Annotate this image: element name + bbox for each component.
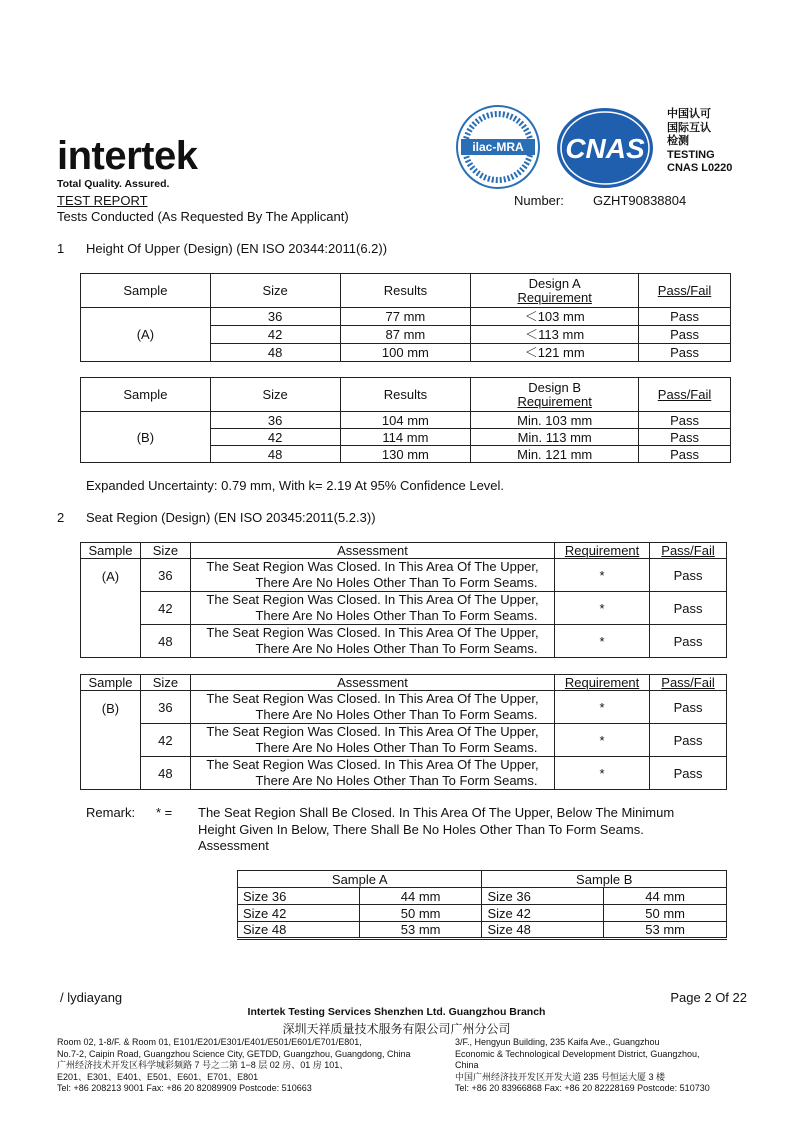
col-results: Results (340, 378, 471, 412)
requirement-label: Requirement (517, 289, 592, 305)
requirement-cell: * (555, 724, 650, 757)
min-height-cell: 53 mm (359, 922, 482, 939)
assessment-line: There Are No Holes Other Than To Form Seams. (255, 707, 538, 722)
address-line: E201、E301、E401、E501、E601、E701、E801 (57, 1071, 259, 1082)
address-line: Tel: +86 20 83966868 Fax: +86 20 82228169 Postcode: 510730 (455, 1083, 710, 1093)
ilac-mra-seal (455, 104, 541, 190)
col-size: Size (140, 543, 190, 559)
assessment-line: There Are No Holes Other Than To Form Seams. (255, 608, 538, 623)
address-line: China (455, 1060, 479, 1070)
pass-fail-cell: Pass (650, 559, 727, 592)
section2-title: Seat Region (Design) (EN ISO 20345:2011(5.2.3)) (86, 510, 376, 525)
size-cell: 48 (210, 344, 340, 362)
size-cell: 36 (210, 308, 340, 326)
col-sample: Sample (81, 378, 211, 412)
address-left (57, 1037, 452, 1095)
requirement-cell: ＜121 mm (471, 344, 639, 362)
assessment-line: There Are No Holes Other Than To Form Seams. (255, 773, 538, 788)
col-pass-fail: Pass/Fail (650, 543, 727, 559)
tests-conducted: Tests Conducted (As Requested By The Applicant) (57, 209, 349, 224)
size-cell: Size 48 (238, 922, 360, 939)
cnas-text: CNAS (565, 133, 645, 164)
size-cell: Size 42 (238, 905, 360, 922)
assessment-line: The Seat Region Was Closed. In This Area Of The Upper, (206, 592, 539, 607)
section2-number: 2 (57, 510, 65, 525)
requirement-cell: ＜113 mm (471, 326, 639, 344)
result-cell: 87 mm (340, 326, 471, 344)
size-cell: Size 36 (482, 888, 604, 905)
size-cell: 48 (140, 625, 190, 658)
size-cell: 42 (140, 724, 190, 757)
assessment-line: The Seat Region Was Closed. In This Area Of The Upper, (206, 559, 539, 574)
result-cell: 130 mm (340, 446, 471, 463)
size-cell: 36 (210, 412, 340, 429)
requirement-label: Requirement (517, 393, 592, 409)
requirement-cell: Min. 121 mm (471, 446, 639, 463)
cert-line: TESTING (667, 148, 715, 161)
sample-cell: (B) (81, 412, 211, 463)
sample-cell: (A) (81, 308, 211, 362)
logo-wordmark: intertek (57, 134, 198, 178)
assessment-line: There Are No Holes Other Than To Form Seams. (255, 575, 538, 590)
height-table-a (80, 273, 731, 362)
col-size: Size (210, 274, 340, 308)
col-design-requirement (471, 274, 639, 308)
cnas-seal (555, 106, 655, 190)
col-results: Results (340, 274, 471, 308)
col-pass-fail: Pass/Fail (639, 378, 731, 412)
ilac-text: ilac-MRA (472, 140, 524, 154)
result-cell: 114 mm (340, 429, 471, 446)
pass-fail-cell: Pass (650, 625, 727, 658)
col-pass-fail: Pass/Fail (639, 274, 731, 308)
assessment-line: There Are No Holes Other Than To Form Seams. (255, 641, 538, 656)
requirement-cell: * (555, 592, 650, 625)
min-height-cell: 44 mm (604, 888, 727, 905)
col-sample: Sample (81, 675, 141, 691)
assessment-cell (190, 592, 554, 625)
requirement-cell: * (555, 757, 650, 790)
size-cell: 42 (140, 592, 190, 625)
cnas-cert-text (667, 108, 732, 176)
cert-line: 中国认可 (667, 108, 711, 120)
size-cell: Size 36 (238, 888, 360, 905)
col-assessment: Assessment (190, 543, 554, 559)
design-label: Design A (528, 275, 581, 291)
company-name-cn: 深圳天祥质量技术服务有限公司广州分公司 (282, 1022, 511, 1036)
requirement-cell: * (555, 559, 650, 592)
assessment-line: There Are No Holes Other Than To Form Seams. (255, 740, 538, 755)
cert-line: CNAS L0220 (667, 162, 733, 174)
logo-tagline: Total Quality. Assured. (57, 178, 170, 190)
height-table-b (80, 377, 731, 463)
requirement-cell: * (555, 691, 650, 724)
col-assessment: Assessment (190, 675, 554, 691)
col-sample: Sample (81, 543, 141, 559)
address-line: 中国广州经济技开发区开发大道 235 号恒运大厦 3 楼 (455, 1071, 666, 1082)
address-right (455, 1037, 750, 1095)
remark-symbol: * = (156, 805, 173, 820)
address-line: No.7-2, Caipin Road, Guangzhou Science City, GETDD, Guangzhou, Guangdong, China (57, 1048, 411, 1059)
size-cell: 42 (210, 429, 340, 446)
design-label: Design B (528, 379, 582, 395)
pass-fail-cell: Pass (639, 344, 731, 362)
size-cell: 36 (140, 559, 190, 592)
size-cell: Size 48 (482, 922, 604, 939)
sample-cell: (B) (81, 691, 141, 790)
col-sample: Sample (81, 274, 211, 308)
size-cell: 42 (210, 326, 340, 344)
col-pass-fail: Pass/Fail (650, 675, 727, 691)
min-height-cell: 50 mm (359, 905, 482, 922)
min-height-cell: 53 mm (604, 922, 727, 939)
assessment-line: The Seat Region Was Closed. In This Area Of The Upper, (206, 724, 539, 739)
requirement-cell: * (555, 625, 650, 658)
sample-b-header: Sample B (482, 871, 727, 888)
remark-text (198, 805, 674, 855)
size-cell: Size 42 (482, 905, 604, 922)
col-design-requirement (471, 378, 639, 412)
col-size: Size (140, 675, 190, 691)
assessment-line: The Seat Region Was Closed. In This Area Of The Upper, (206, 757, 539, 772)
col-requirement: Requirement (555, 543, 650, 559)
address-line: 3/F., Hengyun Building, 235 Kaifa Ave., Guangzhou (455, 1037, 660, 1047)
pass-fail-cell: Pass (639, 429, 731, 446)
min-height-cell: 44 mm (359, 888, 482, 905)
col-size: Size (210, 378, 340, 412)
pass-fail-cell: Pass (639, 326, 731, 344)
assessment-line: The Seat Region Was Closed. In This Area Of The Upper, (206, 625, 539, 640)
seat-table-b (80, 674, 727, 790)
sample-a-header: Sample A (238, 871, 482, 888)
section1-title: Height Of Upper (Design) (EN ISO 20344:2011(6.2)) (86, 241, 388, 256)
address-line: Tel: +86 208213 9001 Fax: +86 20 82089909 Postcode: 510663 (57, 1083, 312, 1093)
cert-line: 国际互认 (667, 121, 711, 134)
result-cell: 100 mm (340, 344, 471, 362)
assessment-cell (190, 757, 554, 790)
page-number: Page 2 Of 22 (670, 990, 747, 1005)
address-line: Economic & Technological Development District, Guangzhou, (455, 1048, 700, 1059)
remark-line: The Seat Region Shall Be Closed. In This Area Of The Upper, Below The Minimum (198, 805, 675, 820)
pass-fail-cell: Pass (639, 412, 731, 429)
intertek-logo (57, 134, 198, 190)
seat-table-a (80, 542, 727, 658)
assessment-line: The Seat Region Was Closed. In This Area Of The Upper, (206, 691, 539, 706)
sample-cell: (A) (81, 559, 141, 658)
result-cell: 104 mm (340, 412, 471, 429)
uncertainty-note: Expanded Uncertainty: 0.79 mm, With k= 2.19 At 95% Confidence Level. (86, 478, 505, 493)
minimum-height-table (237, 870, 727, 940)
number-label: Number: (514, 193, 564, 208)
size-cell: 48 (210, 446, 340, 463)
pass-fail-cell: Pass (650, 592, 727, 625)
remark-label: Remark: (86, 805, 136, 820)
author: / lydiayang (60, 990, 123, 1005)
pass-fail-cell: Pass (650, 691, 727, 724)
min-height-cell: 50 mm (604, 905, 727, 922)
address-line: Room 02, 1-8/F. & Room 01, E101/E201/E301/E401/E501/E601/E701/E801, (57, 1037, 362, 1047)
requirement-cell: Min. 103 mm (471, 412, 639, 429)
address-line: 广州经济技术开发区科学城彩频路 7 号之二第 1−8 层 02 房、01 房 101、 (57, 1060, 349, 1070)
company-name-en: Intertek Testing Services Shenzhen Ltd. Guangzhou Branch (247, 1006, 546, 1018)
pass-fail-cell: Pass (639, 308, 731, 326)
assessment-cell (190, 559, 554, 592)
number-value: GZHT90838804 (593, 193, 687, 208)
requirement-cell: ＜103 mm (471, 308, 639, 326)
remark-line: Height Given In Below, There Shall Be No Holes Other Than To Form Seams. (198, 821, 644, 837)
pass-fail-cell: Pass (650, 757, 727, 790)
assessment-cell (190, 724, 554, 757)
pass-fail-cell: Pass (650, 724, 727, 757)
section1-number: 1 (57, 241, 65, 256)
pass-fail-cell: Pass (639, 446, 731, 463)
size-cell: 36 (140, 691, 190, 724)
requirement-cell: Min. 113 mm (471, 429, 639, 446)
assessment-cell (190, 691, 554, 724)
result-cell: 77 mm (340, 308, 471, 326)
cert-line: 检测 (667, 135, 689, 147)
size-cell: 48 (140, 757, 190, 790)
report-label: TEST REPORT (57, 193, 148, 208)
remark-line: Assessment (198, 838, 269, 853)
assessment-cell (190, 625, 554, 658)
col-requirement: Requirement (555, 675, 650, 691)
